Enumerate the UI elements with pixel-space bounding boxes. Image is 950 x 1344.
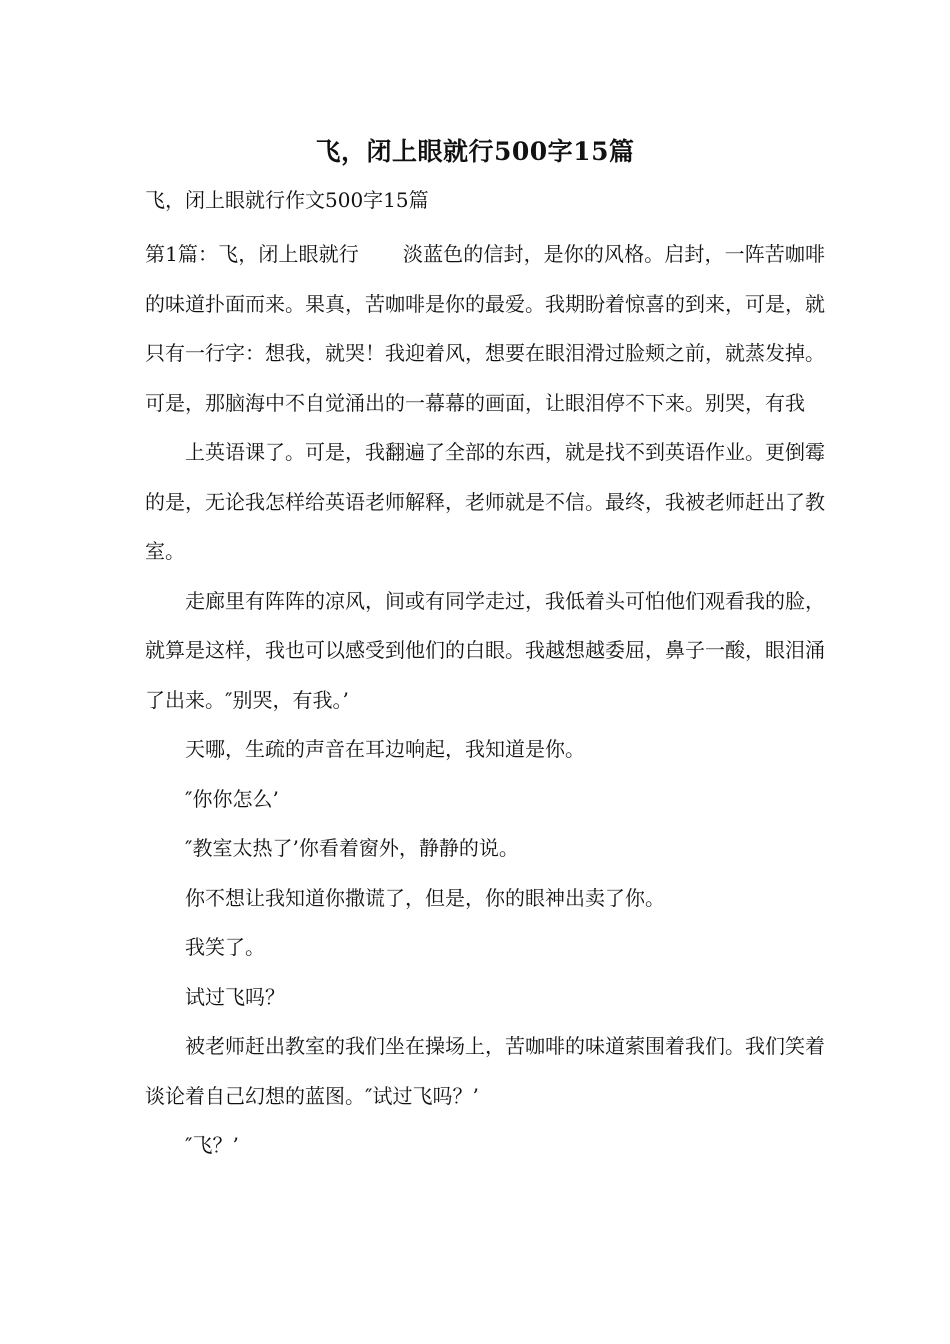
- paragraph-7: 你不想让我知道你撒谎了，但是，你的眼神出卖了你。: [185, 885, 665, 910]
- document-title: 飞，闭上眼就行500字15篇: [315, 137, 635, 166]
- chapter-heading: 第1篇：飞，闭上眼就行: [145, 242, 359, 266]
- paragraph-2: 上英语课了。可是，我翻遍了全部的东西，就是找不到英语作业。更倒霉的是，无论我怎样给英语老师解释，老师就是不信。最终，我被老师赶出了教室。: [145, 440, 825, 563]
- paragraph-11: ″飞？’: [185, 1133, 239, 1157]
- paragraph-10: 被老师赶出教室的我们坐在操场上，苦咖啡的味道萦围着我们。我们笑着谈论着自己幻想的蓝图。″试过飞吗？’: [145, 1034, 825, 1108]
- document-body: [145, 230, 825, 1171]
- paragraph-6: ″教室太热了’你看着窗外，静静的说。: [185, 836, 519, 860]
- document-subtitle: 飞，闭上眼就行作文500字15篇: [145, 188, 429, 212]
- paragraph-3: 走廊里有阵阵的凉风，间或有同学走过，我低着头可怕他们观看我的脸，就算是这样，我也可以感受到他们的白眼。我越想越委屈，鼻子一酸，眼泪涌了出来。″别哭，有我。’: [145, 588, 825, 712]
- paragraph-5: ″你你怎么’: [185, 786, 279, 811]
- paragraph-4: 天哪，生疏的声音在耳边响起，我知道是你。: [185, 737, 585, 761]
- paragraph-1: [145, 230, 825, 428]
- paragraph-9: 试过飞吗？: [185, 984, 285, 1009]
- paragraph-8: 我笑了。: [185, 935, 265, 959]
- paragraph-1-text: 淡蓝色的信封，是你的风格。启封，一阵苦咖啡的味道扑面而来。果真，苦咖啡是你的最爱。我期盼着惊喜的到来，可是，就只有一行字：想我，就哭！我迎着风，想要在眼泪滑过脸颊之前，就蒸发掉。可是，那脑海中不自觉涌出的一幕幕的画面，让眼泪停不下来。别哭，有我: [145, 242, 826, 415]
